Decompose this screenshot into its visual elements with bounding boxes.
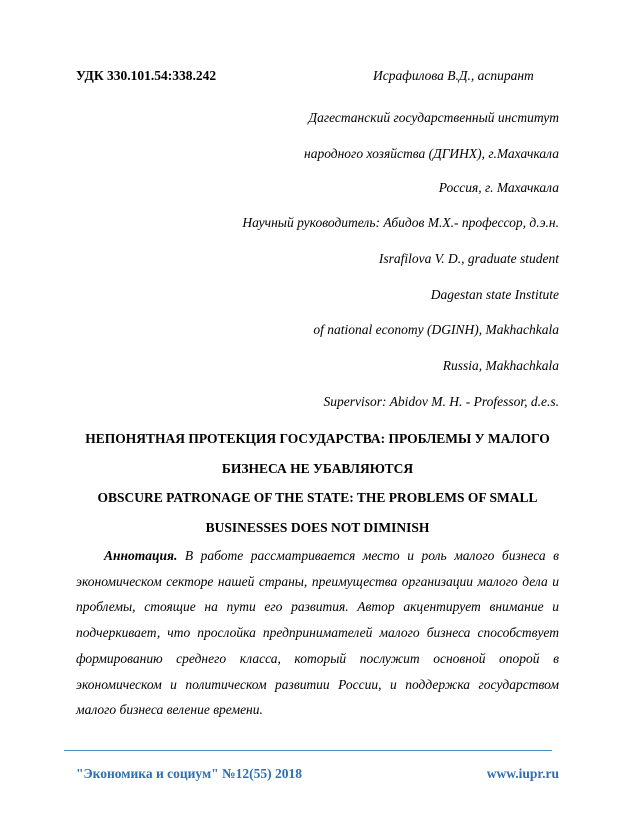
supervisor-en: Supervisor: Abidov M. H. - Professor, d.e.s. bbox=[323, 394, 559, 409]
journal-website: www.iupr.ru bbox=[486, 766, 559, 781]
affiliation-line: Россия, г. Махачкала bbox=[438, 180, 559, 195]
journal-name: "Экономика и социум" №12(55) 2018 bbox=[76, 766, 302, 781]
affiliation-line: Russia, Makhachkala bbox=[442, 358, 559, 373]
udk-code: УДК 330.101.54:338.242 bbox=[76, 68, 217, 83]
title-ru: НЕПОНЯТНАЯ ПРОТЕКЦИЯ ГОСУДАРСТВА: ПРОБЛЕМЫ У МАЛОГО БИЗНЕСА НЕ УБАВЛЯЮТСЯ bbox=[85, 431, 550, 476]
author-ru: Исрафилова В.Д., аспирант bbox=[373, 68, 534, 83]
affiliation-line: of national economy (DGINH), Makhachkala bbox=[313, 322, 559, 337]
abstract-text: В работе рассматривается место и роль малого бизнеса в экономическом секторе нашей страны, преимущества организации малого дела и проблемы, стоящие на пути его развития. Автор акцентирует внимание и подчеркивает, что прослойка предпринимателей малого бизнеса способствует формированию среднего класса, который послужит основной опорой в экономическом и политическом развитии России, и поддержка государством малого бизнеса веление времени. bbox=[76, 548, 559, 718]
abstract bbox=[76, 543, 559, 723]
title-en: OBSCURE PATRONAGE OF THE STATE: THE PROBLEMS OF SMALL BUSINESSES DOES NOT DIMINISH bbox=[97, 490, 538, 535]
abstract-lead: Аннотация. bbox=[104, 548, 178, 563]
footer-divider bbox=[64, 750, 552, 751]
affiliation-line: Dagestan state Institute bbox=[430, 287, 559, 302]
author-en: Israfilova V. D., graduate student bbox=[378, 251, 559, 266]
affiliation-line: Дагестанский государственный институт bbox=[308, 110, 559, 125]
supervisor-ru: Научный руководитель: Абидов М.Х.- профессор, д.э.н. bbox=[242, 215, 559, 230]
affiliation-line: народного хозяйства (ДГИНХ), г.Махачкала bbox=[304, 146, 559, 161]
